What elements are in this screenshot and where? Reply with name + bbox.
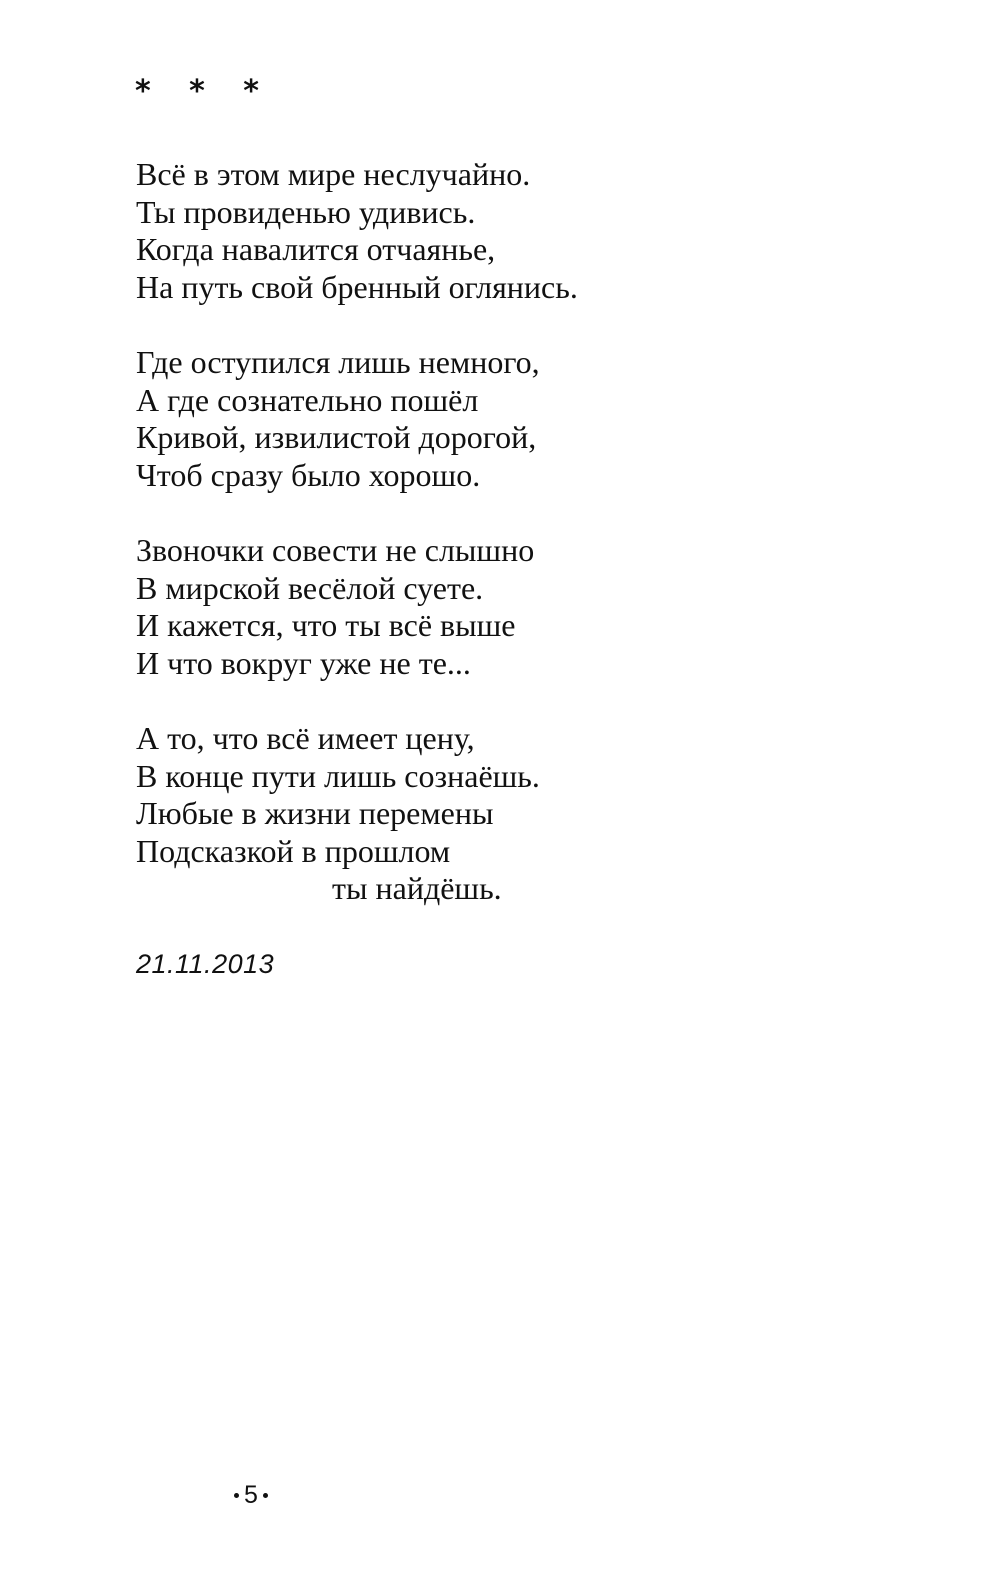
stanza — [136, 156, 896, 306]
poem-line: Звоночки совести не слышно — [136, 532, 535, 568]
poem-line: Где оступился лишь немного, — [136, 344, 540, 380]
stanza — [136, 532, 896, 682]
poem-line: А то, что всё имеет цену, — [136, 720, 475, 756]
poem-line: Ты провиденью удивись. — [136, 193, 476, 230]
poem-line: Чтоб сразу было хорошо. — [136, 456, 481, 493]
poem-line: На путь свой бренный оглянись. — [136, 268, 578, 305]
poem-line: А где сознательно пошёл — [136, 381, 479, 418]
poem-line: В мирской весёлой суете. — [136, 569, 484, 606]
poem-separator: * * * — [135, 74, 273, 109]
poem-line: Когда навалится отчаянье, — [136, 231, 496, 267]
poem-date: 21.11.2013 — [136, 949, 275, 979]
poem-line: И что вокруг уже не те... — [136, 644, 471, 681]
page-number-value: 5 — [244, 1481, 258, 1509]
poem-line: Любые в жизни перемены — [136, 795, 494, 831]
poem-line: Подсказкой в прошлом — [136, 832, 451, 869]
poem-line: И кажется, что ты всё выше — [136, 607, 516, 643]
stanza — [136, 344, 896, 494]
poem-line: Кривой, извилистой дорогой, — [136, 419, 537, 455]
page-number — [234, 1480, 268, 1510]
poem-line: Всё в этом мире неслучайно. — [136, 156, 531, 192]
poem-line: В конце пути лишь сознаёшь. — [136, 757, 540, 794]
stanza — [136, 720, 896, 908]
bullet-dot-icon — [234, 1493, 239, 1498]
poem-line-indented: ты найдёшь. — [332, 870, 502, 906]
bullet-dot-icon — [263, 1493, 268, 1498]
poem — [136, 156, 896, 946]
